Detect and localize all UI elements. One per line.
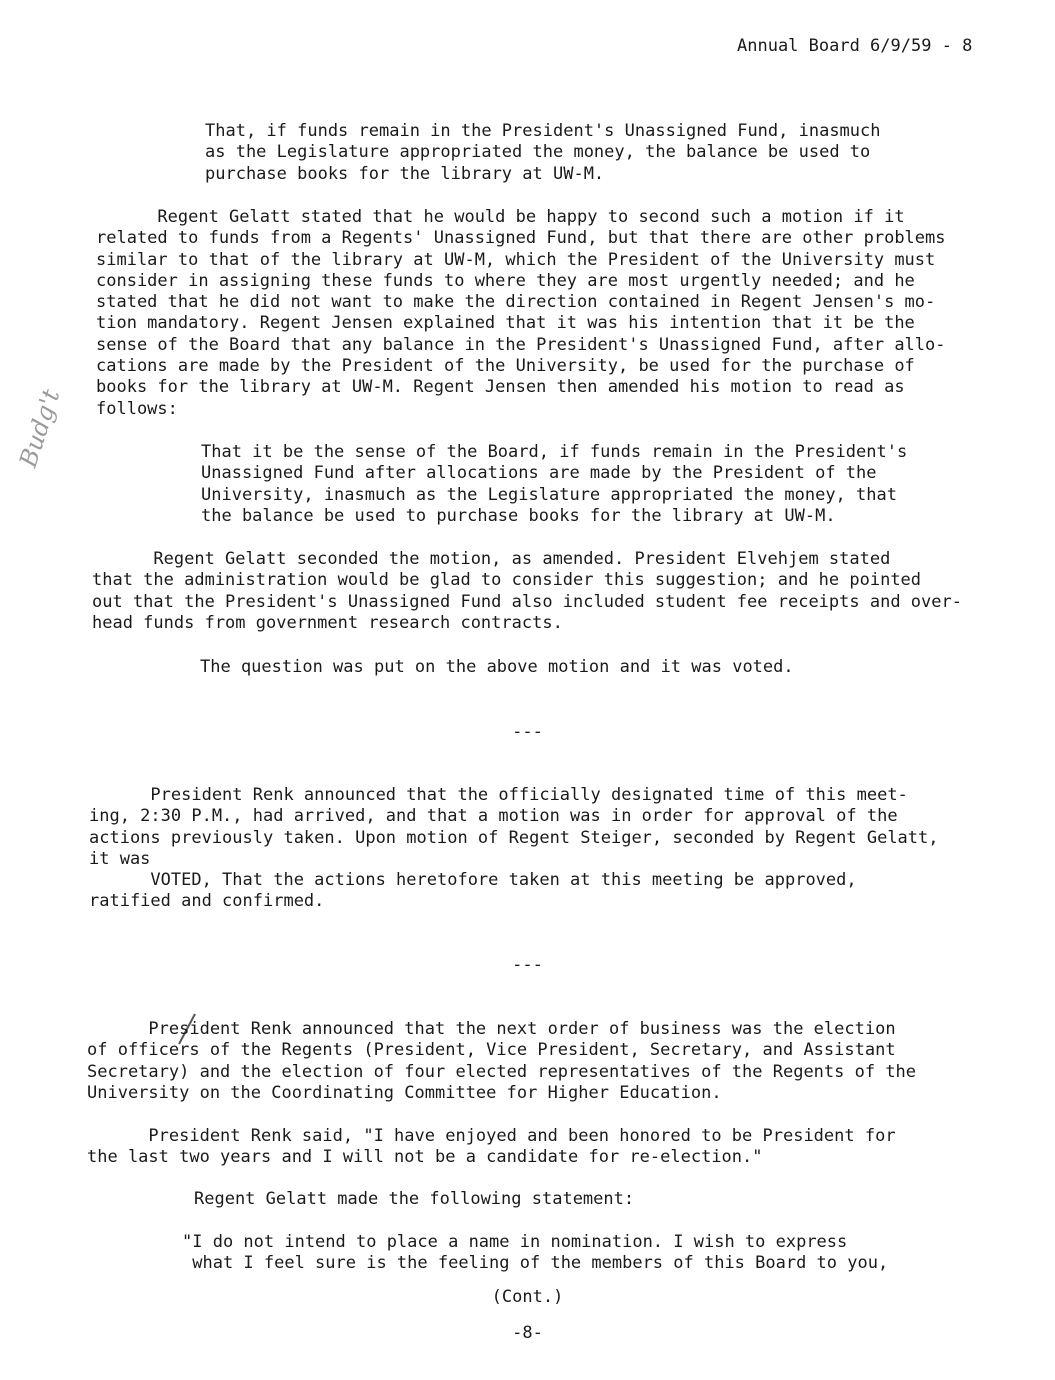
paragraph-renk-statement: President Renk said, "I have enjoyed and been honored to be President for the last two years and I will not be a candidate for re-election." bbox=[87, 1126, 896, 1168]
section-separator: --- bbox=[512, 955, 543, 975]
page-number: -8- bbox=[512, 1323, 543, 1343]
paragraph-gelatt-intro: Regent Gelatt made the following statement: bbox=[194, 1189, 635, 1209]
paragraph-voted: The question was put on the above motion and it was voted. bbox=[200, 657, 794, 677]
paragraph-ratification: President Renk announced that the officially designated time of this meet- ing, 2:30 P.M., had arrived, and that a motion was in order for approval of the actions previously taken. Upon motion of Regent Steiger, seconded by Regent Gelatt, it was VOTED, That the actions heretofore taken at this meeting be approved, ratified and confirmed. bbox=[89, 785, 939, 912]
resolution-amended: That it be the sense of the Board, if funds remain in the President's Unassigned Fund after allocations are made by the President of the University, inasmuch as the Legislature appropriated the money, that the balance be used to purchase books for the library at UW-M. bbox=[201, 442, 908, 526]
paragraph-election: President Renk announced that the next order of business was the election of officers of the Regents (President, Vice President, Secretary, and Assistant Secretary) and the election of four elected representatives of the Regents of the University on the Coordinating Committee for Higher Education. bbox=[87, 1019, 917, 1103]
quotation-gelatt: "I do not intend to place a name in nomination. I wish to express what I feel sure is the feeling of the members of this Board to you, bbox=[182, 1232, 889, 1274]
paragraph-seconded: Regent Gelatt seconded the motion, as amended. President Elvehjem stated that the administration would be glad to consider this suggestion; and he pointed out that the President's Unassigned Fund also included student fee receipts and over- head funds from government research contracts. bbox=[92, 549, 962, 633]
resolution-original: That, if funds remain in the President's Unassigned Fund, inasmuch as the Legislature appropriated the money, the balance be used to purchase books for the library at UW-M. bbox=[205, 121, 881, 184]
running-head: Annual Board 6/9/59 - 8 bbox=[737, 36, 973, 56]
paragraph-gelatt-response: Regent Gelatt stated that he would be happy to second such a motion if it related to funds from a Regents' Unassigned Fund, but that there are other problems similar to that of the library at UW-M, which the President of the University must consider in assigning these funds to where they are most urgently needed; and he stated that he did not want to make the direction contained in Regent Jensen's mo- tion mandatory. Regent Jensen explained that it was his intention that it be the sense of the Board that any balance in the President's Unassigned Fund, after allo- cations are made by the President of the University, be used for the purchase of books for the library at UW-M. Regent Jensen then amended his motion to read as follows: bbox=[96, 207, 946, 419]
handwritten-margin-note: Budg't bbox=[14, 385, 66, 471]
continued-marker: (Cont.) bbox=[491, 1287, 564, 1307]
section-separator: --- bbox=[512, 722, 543, 742]
